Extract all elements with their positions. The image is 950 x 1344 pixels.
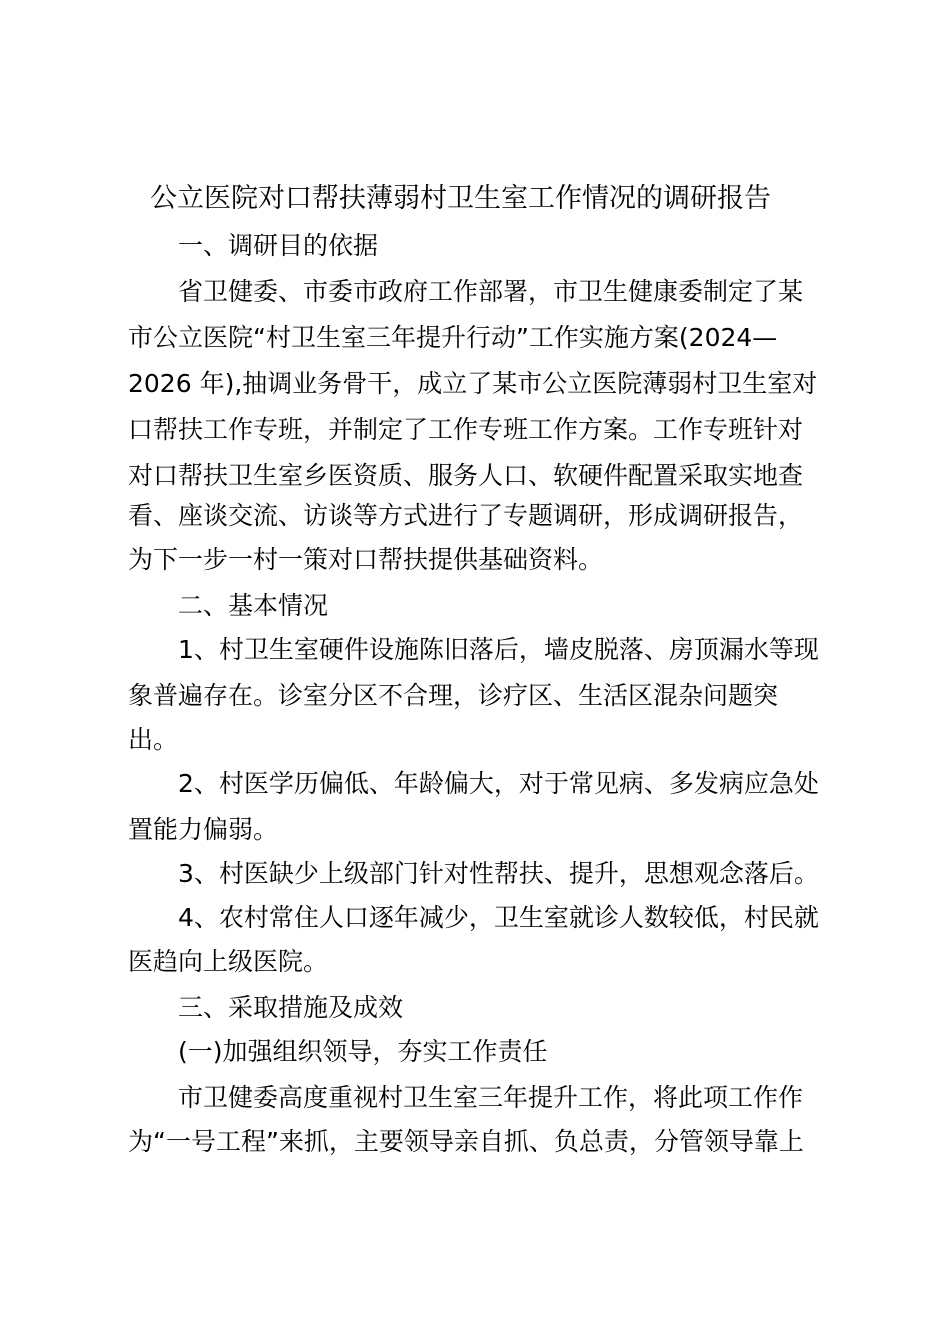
paragraph-line: 看、座谈交流、访谈等方式进行了专题调研，形成调研报告， bbox=[128, 501, 804, 530]
list-item-line: 1、村卫生室硬件设施陈旧落后，墙皮脱落、房顶漏水等现 bbox=[178, 635, 819, 664]
document-title: 公立医院对口帮扶薄弱村卫生室工作情况的调研报告 bbox=[150, 183, 771, 214]
paragraph-line: 口帮扶工作专班，并制定了工作专班工作方案。工作专班针对 bbox=[128, 415, 804, 444]
subsection-heading: (一)加强组织领导，夯实工作责任 bbox=[178, 1037, 548, 1066]
paragraph-line: 为“一号工程”来抓，主要领导亲自抓、负总责，分管领导靠上 bbox=[128, 1127, 804, 1156]
list-item-line: 3、村医缺少上级部门针对性帮扶、提升，思想观念落后。 bbox=[178, 859, 819, 888]
list-item-line: 置能力偏弱。 bbox=[128, 815, 279, 844]
list-item-line: 4、农村常住人口逐年减少，卫生室就诊人数较低，村民就 bbox=[178, 903, 819, 932]
section-heading-purpose: 一、调研目的依据 bbox=[178, 231, 379, 260]
paragraph-line: 市公立医院“村卫生室三年提升行动”工作实施方案(2024— bbox=[128, 323, 778, 352]
paragraph-line: 为下一步一村一策对口帮扶提供基础资料。 bbox=[128, 545, 604, 574]
list-item-line: 医趋向上级医院。 bbox=[128, 947, 329, 976]
list-item-line: 2、村医学历偏低、年龄偏大，对于常见病、多发病应急处 bbox=[178, 769, 819, 798]
list-item-line: 象普遍存在。诊室分区不合理，诊疗区、生活区混杂问题突 bbox=[128, 681, 779, 710]
paragraph-line: 省卫健委、市委市政府工作部署，市卫生健康委制定了某 bbox=[178, 277, 804, 306]
list-item-line: 出。 bbox=[128, 725, 179, 754]
section-heading-measures: 三、采取措施及成效 bbox=[178, 993, 404, 1022]
section-heading-basic: 二、基本情况 bbox=[178, 591, 329, 620]
paragraph-line: 市卫健委高度重视村卫生室三年提升工作，将此项工作作 bbox=[178, 1083, 804, 1112]
paragraph-line: 对口帮扶卫生室乡医资质、服务人口、软硬件配置采取实地查 bbox=[128, 461, 804, 490]
paragraph-line: 2026 年),抽调业务骨干，成立了某市公立医院薄弱村卫生室对 bbox=[128, 369, 818, 398]
